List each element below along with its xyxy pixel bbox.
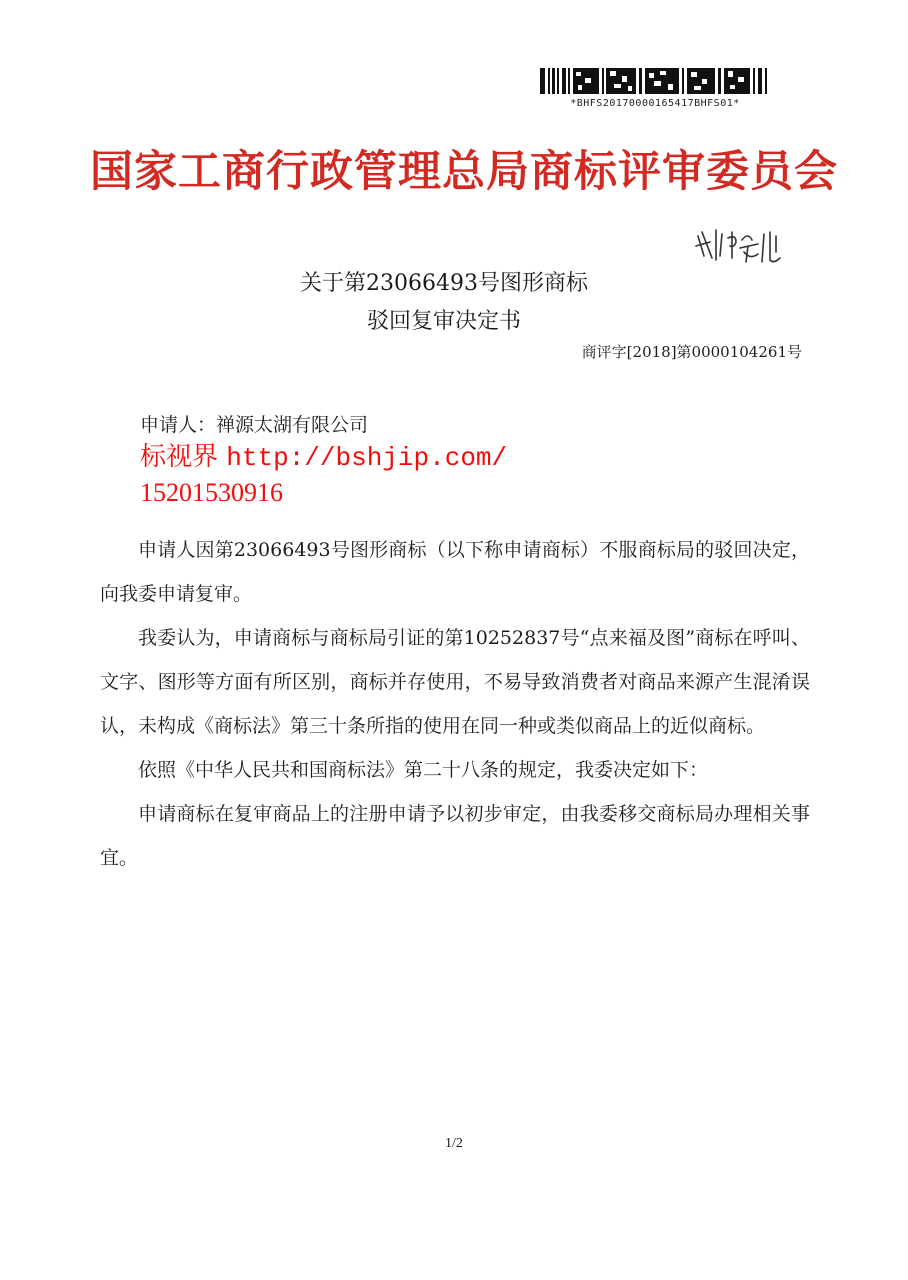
watermark-brand-line	[140, 436, 507, 473]
document-title-line1: 关于第23066493号图形商标	[300, 271, 588, 296]
watermark-phone: 15201530916	[140, 478, 283, 507]
applicant-line: 申请人：禅源太湖有限公司	[140, 414, 369, 436]
body-paragraph: 申请商标在复审商品上的注册申请予以初步审定，由我委移交商标局办理相关事宜。	[100, 803, 810, 869]
decision-body	[100, 528, 810, 880]
page-number: 1/2	[445, 1136, 463, 1151]
document-title-line2: 驳回复审决定书	[366, 309, 521, 334]
barcode-image	[540, 68, 770, 98]
body-paragraph: 我委认为，申请商标与商标局引证的第10252837号“点来福及图”商标在呼叫、文字、图形等方面有所区别，商标并存使用，不易导致消费者对商品来源产生混淆误认，未构成《商标法》第三十条所指的使用在同一种或类似商品上的近似商标。	[100, 627, 810, 737]
body-paragraph: 申请人因第23066493号图形商标（以下称申请商标）不服商标局的驳回决定，向我委申请复审。	[100, 539, 810, 605]
watermark-url: http://bshjip.com/	[226, 443, 508, 473]
body-paragraph: 依照《中华人民共和国商标法》第二十八条的规定，我委决定如下：	[138, 759, 709, 781]
handwritten-signature	[692, 222, 788, 270]
document-number: 商评字[2018]第0000104261号	[581, 343, 802, 361]
organization-title: 国家工商行政管理总局商标评审委员会	[90, 147, 838, 197]
barcode-number: *BHFS20170000165417BHFS01*	[570, 98, 740, 109]
watermark-brand: 标视界	[140, 442, 219, 472]
